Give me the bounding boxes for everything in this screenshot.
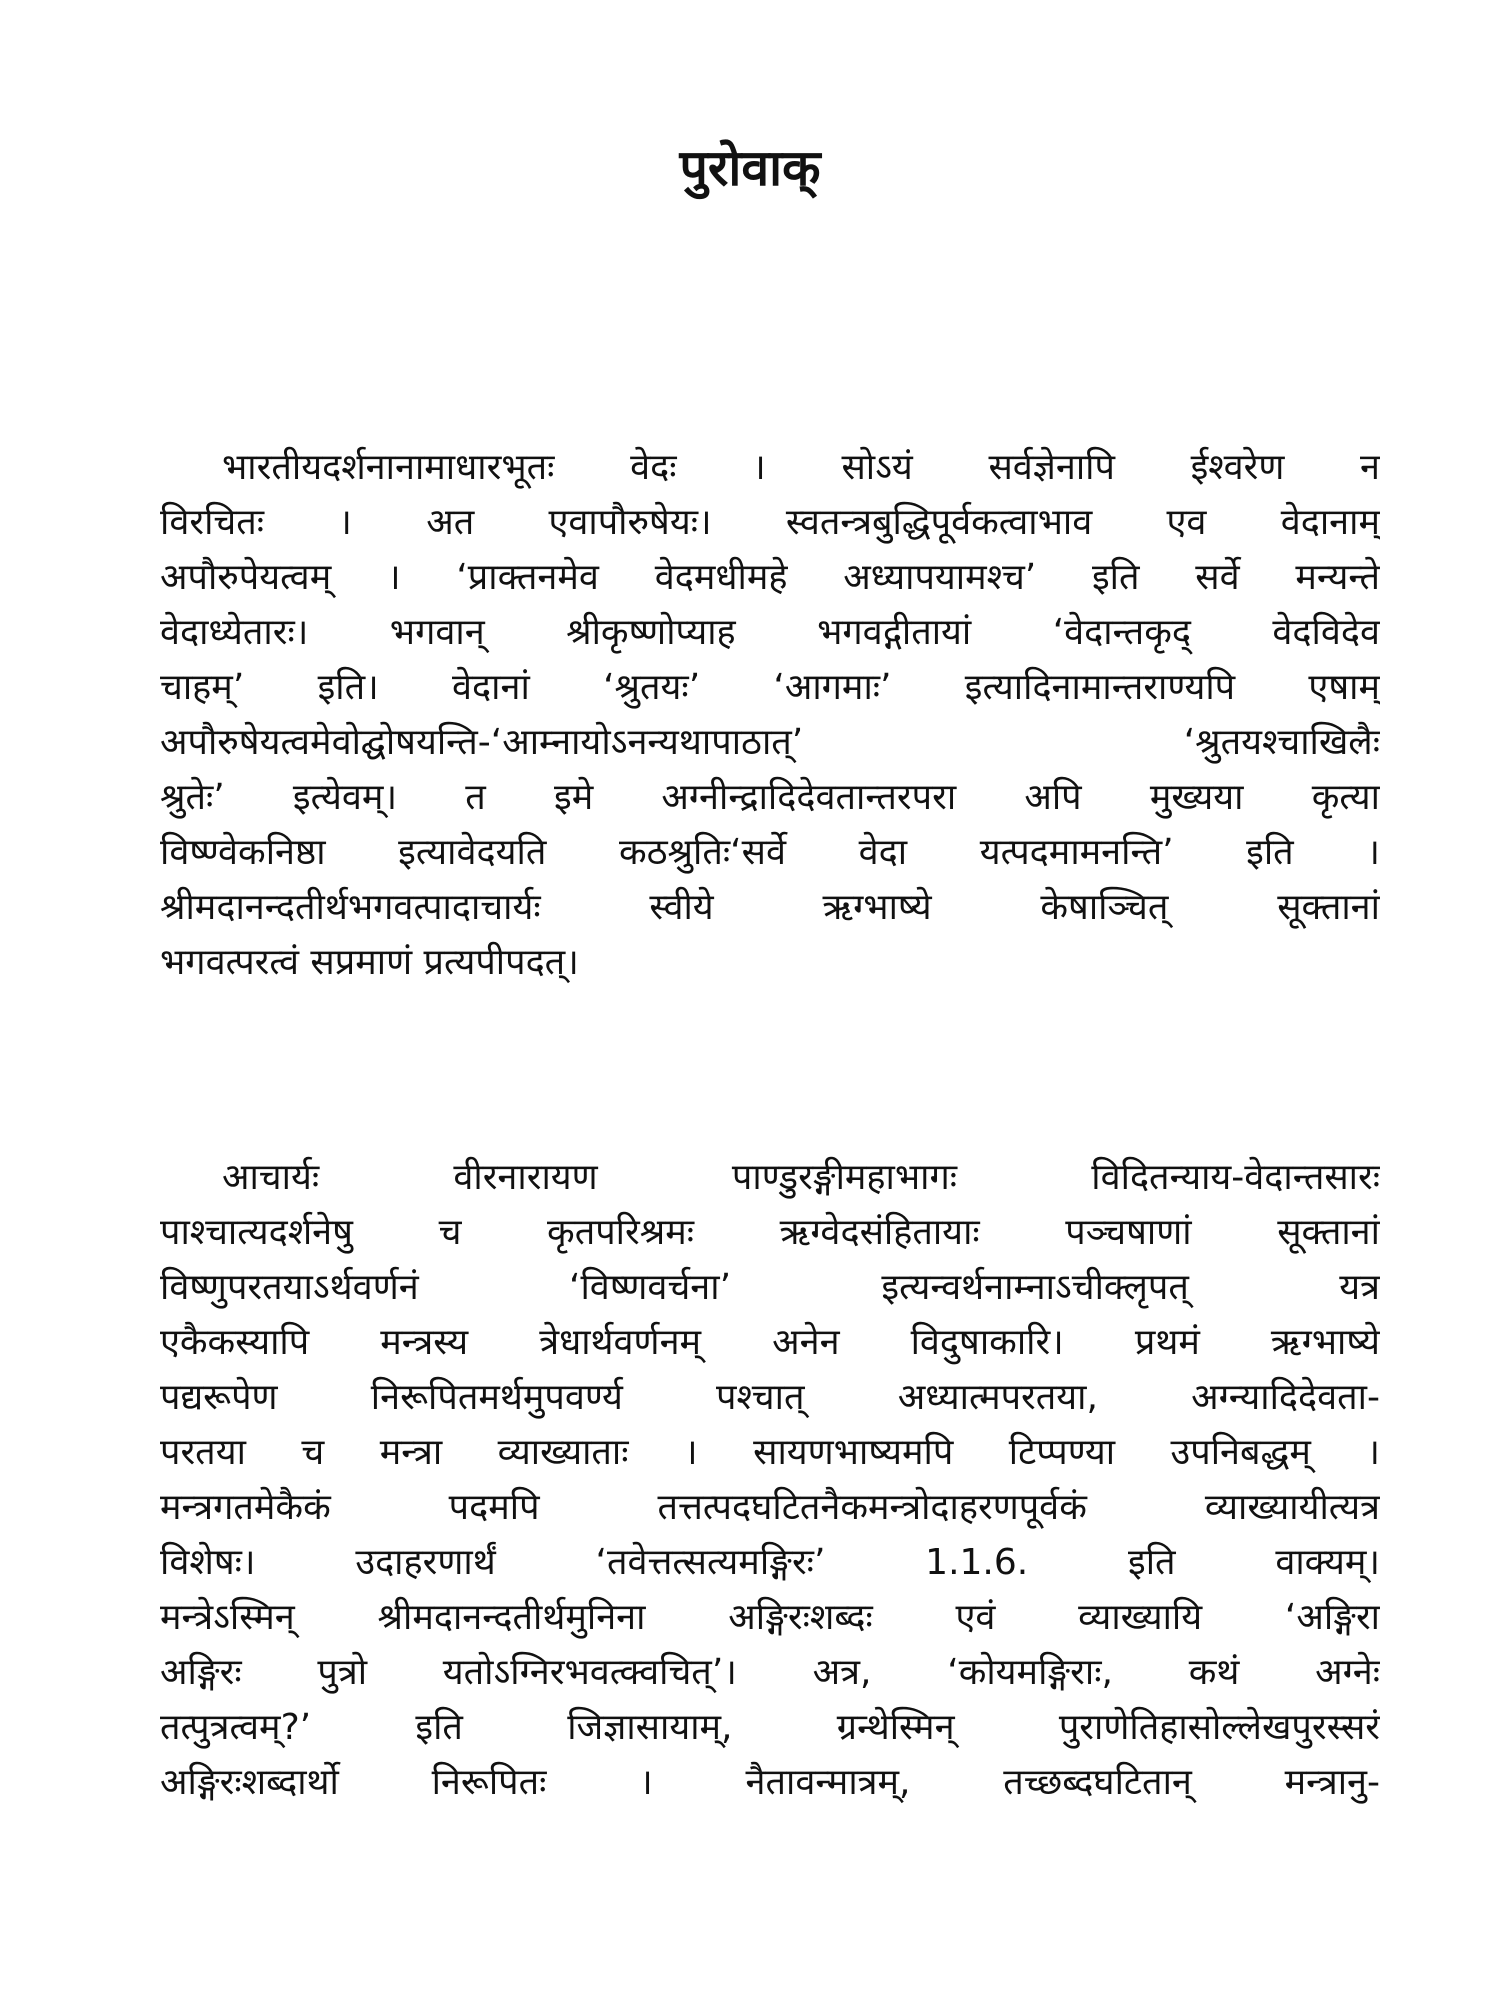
text-line: पद्यरूपेण निरूपितमर्थमुपवर्ण्य पश्चात् अध्यात्मपरतया, अग्न्यादिदेवता- bbox=[160, 1377, 1380, 1418]
paragraph-1 bbox=[160, 440, 1380, 990]
text-line: परतया च मन्त्रा व्याख्याताः । सायणभाष्यमपि टिप्पण्या उपनिबद्धम् । bbox=[160, 1432, 1380, 1473]
text-line: भारतीयदर्शनानामाधारभूतः वेदः । सोऽयं सर्वज्ञेनापि ईश्वरेण न bbox=[222, 447, 1380, 488]
text-line: चाहम्’ इति। वेदानां ‘श्रुतयः’ ‘आगमाः’ इत्यादिनामान्तराण्यपि एषाम् bbox=[160, 667, 1380, 708]
text-line: अङ्गिरः पुत्रो यतोऽग्निरभवत्क्वचित्’। अत्र, ‘कोयमङ्गिराः, कथं अग्नेः bbox=[160, 1652, 1380, 1693]
text-line: अपौरुपेयत्वम् । ‘प्राक्तनमेव वेदमधीमहे अध्यापयामश्च’ इति सर्वे मन्यन्ते bbox=[160, 557, 1380, 598]
text-line: एकैकस्यापि मन्त्रस्य त्रेधार्थवर्णनम् अनेन विदुषाकारि। प्रथमं ऋग्भाष्ये bbox=[160, 1322, 1380, 1363]
text-line: विशेषः। उदाहरणार्थं ‘तवेत्तत्सत्यमङ्गिरः’ 1.1.6. इति वाक्यम्। bbox=[160, 1542, 1380, 1583]
page-title: पुरोवाक् bbox=[679, 139, 821, 197]
text-line: विष्ण्वेकनिष्ठा इत्यावेदयति कठश्रुतिः‘सर्वे वेदा यत्पदमामनन्ति’ इति । bbox=[160, 832, 1380, 873]
text-line: भगवत्परत्वं सप्रमाणं प्रत्यपीपदत्। bbox=[160, 942, 579, 983]
text-line: मन्त्रगतमेकैकं पदमपि तत्तत्पदघटितनैकमन्त्रोदाहरणपूर्वकं व्याख्यायीत्यत्र bbox=[160, 1487, 1380, 1528]
text-line: आचार्यः वीरनारायण पाण्डुरङ्गीमहाभागः विदितन्याय-वेदान्तसारः bbox=[222, 1157, 1380, 1198]
text-line: वेदाध्येतारः। भगवान् श्रीकृष्णोप्याह भगवद्गीतायां ‘वेदान्तकृद् वेदविदेव bbox=[160, 612, 1380, 653]
paragraph-2 bbox=[160, 1150, 1380, 1810]
text-line: तत्पुत्रत्वम्?’ इति जिज्ञासायाम्, ग्रन्थेस्मिन् पुराणेतिहासोल्लेखपुरस्सरं bbox=[160, 1707, 1380, 1748]
text-line: श्रुतेः’ इत्येवम्। त इमे अग्नीन्द्रादिदेवतान्तरपरा अपि मुख्यया कृत्या bbox=[160, 777, 1380, 818]
text-line: विष्णुपरतयाऽर्थवर्णनं ‘विष्णवर्चना’ इत्यन्वर्थनाम्नाऽचीक्लृपत् यत्र bbox=[160, 1267, 1380, 1308]
text-line: पाश्चात्यदर्शनेषु च कृतपरिश्रमः ऋग्वेदसंहितायाः पञ्चषाणां सूक्तानां bbox=[160, 1212, 1380, 1253]
text-line: विरचितः । अत एवापौरुषेयः। स्वतन्त्रबुद्धिपूर्वकत्वाभाव एव वेदानाम् bbox=[160, 502, 1380, 543]
text-line: अङ्गिरःशब्दार्थो निरूपितः । नैतावन्मात्रम्, तच्छब्दघटितान् मन्त्रानु- bbox=[160, 1762, 1380, 1803]
text-line: अपौरुषेयत्वमेवोद्घोषयन्ति-‘आम्नायोऽनन्यथापाठात्’ ‘श्रुतयश्चाखिलैः bbox=[160, 722, 1380, 763]
text-line: मन्त्रेऽस्मिन् श्रीमदानन्दतीर्थमुनिना अङ्गिरःशब्दः एवं व्याख्यायि ‘अङ्गिरा bbox=[160, 1597, 1380, 1638]
text-line: श्रीमदानन्दतीर्थभगवत्पादाचार्यः स्वीये ऋग्भाष्ये केषाञ्चित् सूक्तानां bbox=[160, 887, 1380, 928]
